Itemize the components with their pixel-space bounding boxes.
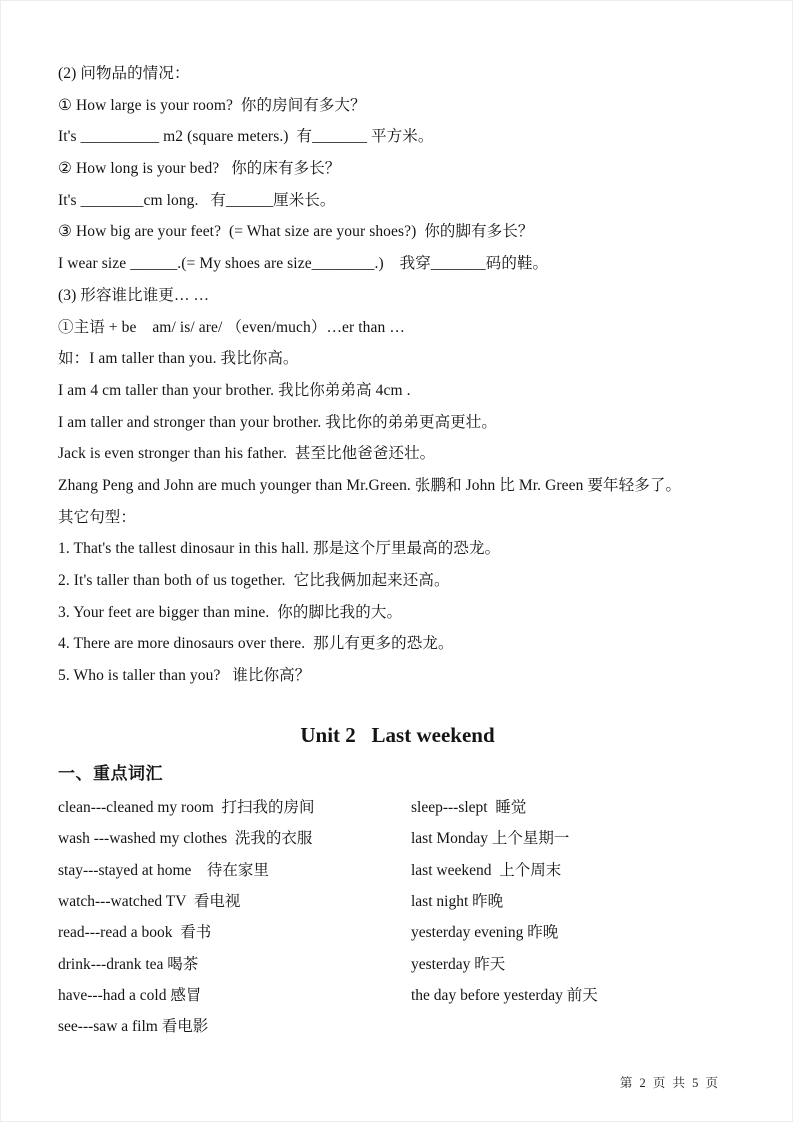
doc-line: 4. There are more dinosaurs over there. 那儿有更多的恐龙。 — [58, 635, 454, 653]
vocab-row — [58, 792, 748, 823]
doc-line: ① How large is your room? 你的房间有多大？ — [58, 96, 366, 114]
vocab-item: the day before yesterday 前天 — [411, 987, 598, 1005]
vocab-row — [58, 917, 748, 948]
doc-line: Jack is even stronger than his father. 甚至比他爸爸还壮。 — [58, 445, 436, 463]
doc-line: ② How long is your bed? 你的床有多长？ — [58, 160, 341, 178]
vocab-item: yesterday 昨天 — [411, 955, 506, 973]
vocab-item: wash ---washed my clothes 洗我的衣服 — [58, 830, 313, 848]
vocab-row — [58, 823, 748, 854]
doc-line: 其它句型： — [58, 508, 137, 526]
doc-line: ③ How big are your feet? (= What size are your shoes?) 你的脚有多长？ — [58, 223, 534, 241]
vocab-item: last night 昨晚 — [411, 892, 504, 910]
vocab-item: last Monday 上个星期一 — [411, 830, 570, 848]
vocab-section-heading: 一、重点词汇 — [58, 763, 163, 783]
doc-line: I am taller and stronger than your brother. 我比你的弟弟更高更壮。 — [58, 413, 497, 431]
doc-line: (2) 问物品的情况： — [58, 65, 190, 82]
vocab-item: have---had a cold 感冒 — [58, 987, 202, 1005]
unit-title: Unit 2 Last weekend — [300, 722, 495, 747]
vocab-row — [58, 980, 748, 1011]
page-number-footer: 第 2 页 共 5 页 — [619, 1076, 720, 1090]
doc-line: (3) 形容谁比谁更… … — [58, 286, 210, 304]
doc-line: ①主语 + be am/ is/ are/ （even/much）…er than … — [58, 318, 405, 336]
vocab-item: last weekend 上个周末 — [411, 861, 562, 879]
vocab-item: drink---drank tea 喝茶 — [58, 955, 199, 973]
vocab-item: watch---watched TV 看电视 — [58, 892, 241, 910]
doc-line: Zhang Peng and John are much younger than Mr.Green. 张鹏和 John 比 Mr. Green 要年轻多了。 — [58, 476, 682, 494]
vocab-item — [411, 1011, 748, 1042]
vocab-table — [58, 792, 748, 1043]
doc-line: 如：I am taller than you. 我比你高。 — [58, 350, 299, 368]
page-content — [58, 58, 748, 1043]
doc-line: I am 4 cm taller than your brother. 我比你弟弟高 4cm . — [58, 381, 411, 399]
vocab-row — [58, 949, 748, 980]
vocab-item: read---read a book 看书 — [58, 924, 212, 942]
doc-line: 2. It's taller than both of us together. 它比我俩加起来还高。 — [58, 572, 450, 589]
doc-line: 5. Who is taller than you? 谁比你高？ — [58, 667, 311, 685]
vocab-item: stay---stayed at home 待在家里 — [58, 861, 269, 879]
vocab-item: clean---cleaned my room 打扫我的房间 — [58, 798, 315, 816]
vocab-item: yesterday evening 昨晚 — [411, 924, 559, 942]
vocab-row — [58, 1011, 748, 1042]
doc-line: It's __________ m2 (square meters.) 有_______ 平方米。 — [58, 128, 434, 146]
doc-line: It's ________cm long. 有______厘米长。 — [58, 191, 336, 209]
doc-line: 3. Your feet are bigger than mine. 你的脚比我的大。 — [58, 603, 403, 621]
vocab-row — [58, 886, 748, 917]
vocab-row — [58, 855, 748, 886]
doc-line: I wear size ______.(= My shoes are size________.) 我穿_______码的鞋。 — [58, 255, 549, 273]
doc-line: 1. That's the tallest dinosaur in this hall. 那是这个厅里最高的恐龙。 — [58, 540, 501, 558]
vocab-item: see---saw a film 看电影 — [58, 1018, 209, 1036]
vocab-item: sleep---slept 睡觉 — [411, 798, 527, 816]
